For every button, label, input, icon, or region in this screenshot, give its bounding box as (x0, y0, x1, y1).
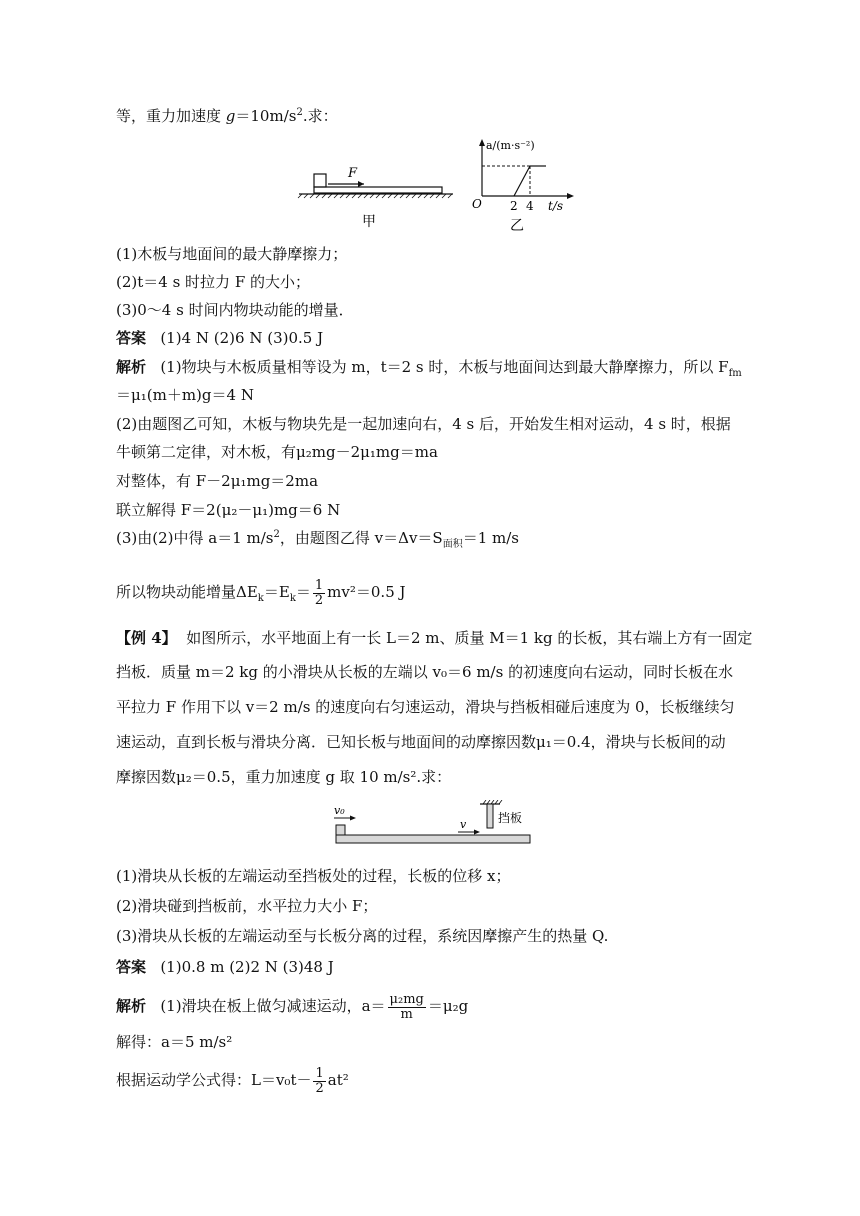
q4-line-2: 挡板．质量 m＝2 kg 的小滑块从长板的左端以 v₀＝6 m/s 的初速度向右运动，同时长板在水 (116, 663, 734, 681)
q4-a1-end: ＝μ₂g (427, 997, 469, 1015)
q4-line-3: 平拉力 F 作用下以 v＝2 m/s 的速度向右匀速运动，滑块与挡板相碰后速度为 0，长板继续匀 (116, 698, 735, 716)
a8-end: mv²＝0.5 J (327, 583, 406, 601)
q4-line-5: 摩擦因数μ₂＝0.5，重力加速度 g 取 10 m/s².求： (116, 768, 452, 786)
figure-yi (466, 136, 576, 234)
caption-jia: 甲 (362, 214, 376, 230)
q4-a1-pre: (1)滑块在板上做匀减速运动，a＝ (160, 997, 386, 1015)
figure-jia (296, 158, 456, 233)
intro-g: g (225, 107, 236, 125)
q4-answer-label: 答案 (116, 958, 147, 976)
v-label: v (460, 818, 467, 831)
a8-num: 1 (314, 577, 324, 593)
yi-origin: O (472, 197, 482, 211)
q3-answer (116, 328, 323, 348)
q4-answer-text: (1)0.8 m (2)2 N (3)48 J (160, 958, 334, 976)
q4-a3-pre: 根据运动学公式得：L＝v₀t－ (116, 1071, 312, 1089)
yi-ylabel: a/(m·s⁻²) (486, 139, 535, 152)
a8-sub1: k (257, 593, 264, 604)
example-4-label: 【例 4】 (116, 629, 177, 647)
q4-analysis-label: 解析 (116, 997, 147, 1015)
q3-analysis-8 (116, 574, 406, 610)
a8-mid: ＝E (263, 583, 290, 601)
baffle-label: 挡板 (498, 811, 523, 825)
q4-sub2: (2)滑块碰到挡板前，水平拉力大小 F； (116, 897, 378, 915)
a7-mid: ，由题图乙得 v＝Δv＝S (279, 529, 443, 547)
a8-sub2: k (289, 593, 296, 604)
q4-sub3: (3)滑块从长板的左端运动至与长板分离的过程，系统因摩擦产生的热量 Q. (116, 927, 609, 945)
a7-end: ＝1 m/s (462, 529, 519, 547)
force-label: F (348, 166, 358, 181)
yi-tick-2: 2 (510, 199, 518, 213)
q4-a3-fraction (313, 1067, 325, 1096)
a8-pre: 所以物块动能增量ΔE (116, 583, 258, 601)
q4-a1-fraction (388, 993, 426, 1022)
v0-label: v₀ (334, 804, 345, 817)
answer-label: 答案 (116, 329, 147, 347)
q3-sub2: (2)t＝4 s 时拉力 F 的大小； (116, 273, 310, 291)
q4-a1-den: m (400, 1006, 413, 1022)
analysis-label: 解析 (116, 358, 147, 376)
yi-xlabel: t/s (548, 199, 564, 213)
q3-analysis-4: 牛顿第二定律，对木板，有μ₂mg－2μ₁mg＝ma (116, 443, 438, 461)
q3-sub3: (3)0～4 s 时间内物块动能的增量． (116, 301, 354, 319)
a8-den: 2 (314, 592, 324, 608)
figure-example-4 (326, 800, 536, 850)
analysis-1-text: (1)物块与木板质量相等设为 m，t＝2 s 时，木板与地面间达到最大静摩擦力，所以 F (160, 358, 729, 376)
intro-sup: 2 (296, 107, 303, 118)
a7-pre: (3)由(2)中得 a＝1 m/s (116, 529, 274, 547)
analysis-1-sub: fm (728, 368, 742, 379)
q3-analysis-2: ＝μ₁(m＋m)g＝4 N (116, 386, 254, 404)
intro-prefix: 等，重力加速度 (116, 107, 226, 125)
answer-text: (1)4 N (2)6 N (3)0.5 J (160, 329, 324, 347)
q3-analysis-5: 对整体，有 F－2μ₁mg＝2ma (116, 472, 319, 490)
intro-line (116, 106, 338, 126)
q4-a3-num: 1 (315, 1065, 324, 1081)
q4-l1: 如图所示，水平地面上有一长 L＝2 m、质量 M＝1 kg 的长板，其右端上方有一固定 (186, 629, 753, 647)
a8-fraction (313, 579, 325, 608)
q4-a1-num: μ₂mg (389, 991, 424, 1007)
a8-eq: ＝ (295, 583, 311, 601)
q4-a3-end: at² (327, 1071, 349, 1089)
q4-line-4: 速运动，直到长板与滑块分离．已知长板与地面间的动摩擦因数μ₁＝0.4，滑块与长板间的动 (116, 733, 726, 751)
a7-sup: 2 (273, 529, 280, 540)
q4-answer (116, 957, 334, 977)
q4-analysis-3 (116, 1062, 349, 1098)
q3-analysis-6: 联立解得 F＝2(μ₂－μ₁)mg＝6 N (116, 501, 341, 519)
q4-line-1 (116, 628, 752, 648)
a7-sub: 面积 (442, 539, 463, 550)
yi-tick-4: 4 (526, 199, 534, 213)
q4-sub1: (1)滑块从长板的左端运动至挡板处的过程，长板的位移 x； (116, 867, 511, 885)
caption-yi: 乙 (510, 218, 524, 234)
q3-analysis-7 (116, 528, 519, 548)
q4-analysis-2: 解得：a＝5 m/s² (116, 1033, 233, 1051)
q3-sub1: (1)木板与地面间的最大静摩擦力； (116, 245, 348, 263)
q4-a3-den: 2 (315, 1080, 324, 1096)
q4-analysis-1 (116, 988, 468, 1024)
intro-val: ＝10m/s (235, 107, 297, 125)
q3-analysis-1 (116, 357, 742, 377)
q3-analysis-3: (2)由题图乙可知，木板与物块先是一起加速向右，4 s 后，开始发生相对运动，4 s 时，根据 (116, 415, 731, 433)
intro-suffix: .求： (302, 107, 338, 125)
